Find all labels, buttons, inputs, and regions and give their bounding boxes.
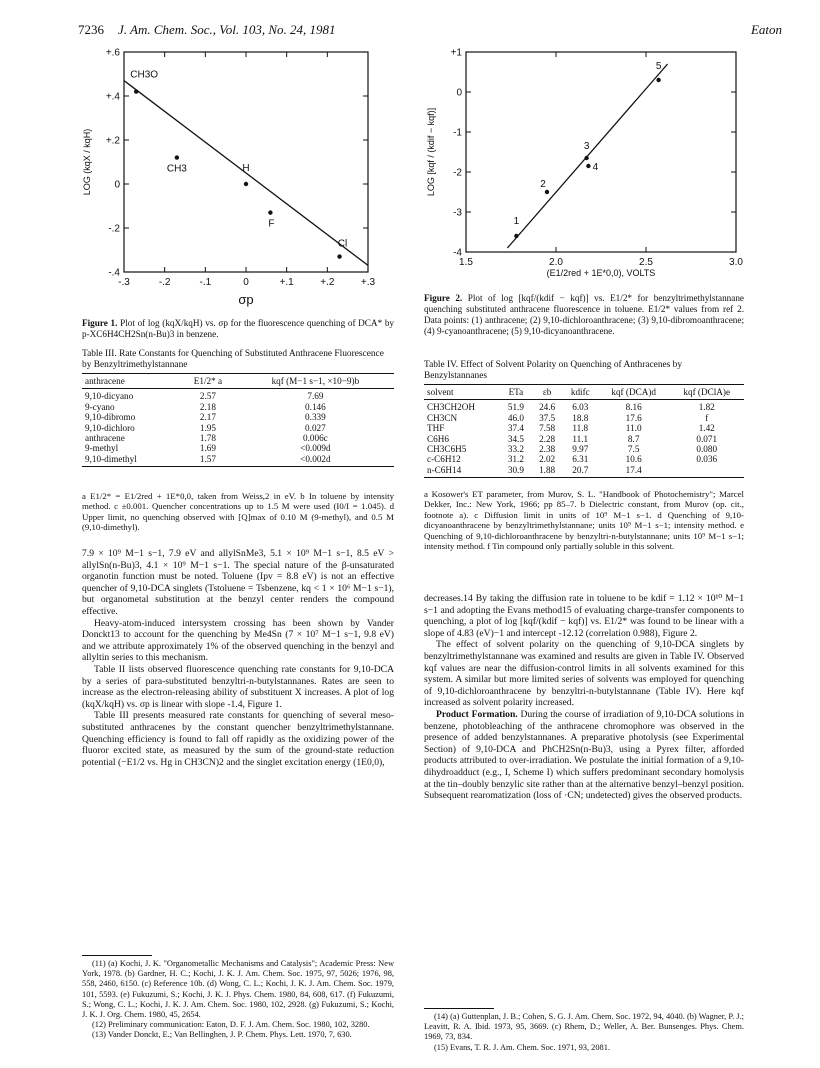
y-tick-label: -3 xyxy=(453,207,462,219)
table-4-cell: 2.38 xyxy=(539,444,556,455)
x-tick-label: 2.0 xyxy=(549,257,563,268)
running-header: J. Am. Chem. Soc., Vol. 103, No. 24, 1981 xyxy=(118,22,336,37)
point-label: 3 xyxy=(583,141,590,152)
y-tick-label: +.2 xyxy=(105,135,120,147)
table-4-cell: 31.2 xyxy=(507,454,524,465)
figure-2-caption-text: Plot of log [kqf/(kdif − kqf)] vs. E1/2* for benzyltrimethylstannane quenching substituted anthracene fluorescence in toluene. E1/2* values from ref 2. Data points: (1) anthracene; (2) 9,10-dichloroanthracene; (3) 9,10-dibromoanthracene; (4) 9-cyanoanthracene; (5) 9,10-dicyanoanthracene. xyxy=(424,293,745,336)
point-label: F xyxy=(268,218,275,230)
table-4-notes: a Kosower's ET parameter, from Murov, S. L. "Handbook of Photochemistry"; Marcel Dekker, Inc.: New York, 1966; pp 85–7. b Dielectric constant, from Murov (op. cit., footnote a). c Diffusion limit in units of 10⁹ M−1 s−1. d Quenching of 9,10-dicyanoanthracene by benzyltrimethylstannane; units 10⁹ M−1 s−1; intensity method. e Quenching of 9,10-dichloroanthracene by benzyltri-n-butylstannane; units 10⁹ M−1 s−1; intensity method. f Tin compound only partially soluble in this solvent. xyxy=(424,489,744,552)
table-4-cell: 17.6 xyxy=(625,412,642,423)
table-3-row xyxy=(82,433,394,443)
table-4-title: Table IV. Effect of Solvent Polarity on Quenching of Anthracenes by Benzylstannanes xyxy=(424,360,683,382)
table-3-cell: anthracene xyxy=(85,433,125,444)
table-4-cell: 51.9 xyxy=(500,400,531,413)
point-label: H xyxy=(242,163,250,174)
x-axis-label: σp xyxy=(238,292,254,307)
table-3 xyxy=(82,373,394,467)
table-4-cell: 10.6 xyxy=(625,454,642,465)
figure-1-caption xyxy=(82,318,394,340)
x-tick-label: 1.5 xyxy=(459,257,473,268)
table-4-cell: 0.080 xyxy=(696,444,718,455)
y-tick-label: 0 xyxy=(456,87,462,99)
table-4-cell: THF xyxy=(427,423,445,434)
data-point xyxy=(586,164,590,168)
table-4-cell: 11.8 xyxy=(572,423,589,434)
table-4-cell: C6H6 xyxy=(427,433,449,444)
table-4-cell: 37.4 xyxy=(507,423,524,434)
table-4-cell: 8.16 xyxy=(598,400,670,413)
figure-1-chart xyxy=(72,46,392,318)
figure-1-caption-text: Plot of log (kqX/kqH) vs. σp for the fluorescence quenching of DCA* by p-XC6H4CH2Sn(n-Bu)3 in benzene. xyxy=(82,318,395,339)
table-4-cell: CH3CH2OH xyxy=(424,400,500,413)
reference-15: (15) Evans, T. R. J. Am. Chem. Soc. 1971, 93, 2081. xyxy=(434,1042,611,1052)
table-4-header: ETa xyxy=(508,387,524,397)
table-4 xyxy=(424,384,744,478)
product-formation-heading: Product Formation. xyxy=(436,708,518,720)
data-point xyxy=(656,78,660,82)
data-point xyxy=(134,89,138,93)
x-tick-label: +.3 xyxy=(360,277,376,288)
table-3-cell: 2.18 xyxy=(199,401,216,412)
table-3-row xyxy=(82,402,394,412)
y-tick-label: -4 xyxy=(453,247,462,259)
y-axis-label: LOG [kqf / (kdif − kqf)] xyxy=(426,107,436,197)
table-3-cell: 0.006c xyxy=(303,433,328,444)
page-number: 7236 xyxy=(78,22,104,37)
table-3-row xyxy=(82,454,394,464)
x-tick-label: 3.0 xyxy=(729,257,743,268)
table-3-cell: 1.78 xyxy=(199,433,216,444)
table-4-header: kqf (DClA)e xyxy=(683,387,731,397)
data-point xyxy=(584,156,588,160)
table-4-cell: 6.03 xyxy=(563,400,598,413)
table-4-header: kdifc xyxy=(570,387,590,397)
data-point xyxy=(244,182,248,186)
table-3-cell: 1.95 xyxy=(199,422,216,433)
y-tick-label: -.4 xyxy=(108,267,120,279)
product-formation-text: During the course of irradiation of 9,10-DCA solutions in benzene, photobleaching of the anthracene chromophore was observed in the presence of added benzylstannanes. A preparative photolysis (see Experimental Section) of 9,10-DCA and PhCH2Sn(n-Bu)3, using a Pyrex filter, afforded products attributed to over-irradiation. We postulate the initial formation of a 9,10-dihydroadduct (e.g., I, Scheme I) which suffers predominant secondary homolysis at the tin–doubly benzylic site rather than at the alternative benzyl–benzyl position. Subsequent rearomatization (loss of ·CN; undetected) gives the observed products. xyxy=(424,708,744,802)
table-4-cell: 33.2 xyxy=(507,444,524,455)
table-4-cell: 1.88 xyxy=(539,464,556,475)
table-3-header: E1/2* a xyxy=(193,376,223,386)
table-3-cell: <0.009d xyxy=(300,443,331,454)
left-paragraph: Heavy-atom-induced intersystem crossing has been shown by Vander Donckt13 to account for the quenching by Me4Sn (7 × 10⁷ M−1 s−1, 9.8 eV) and we attribute approximately 1% of the observed quenching in the benzyl and allyltin series to this mechanism. xyxy=(82,617,394,664)
table-4-cell: 37.5 xyxy=(539,412,556,423)
table-3-header: anthracene xyxy=(85,376,125,386)
table-4-cell: 7.5 xyxy=(627,444,640,455)
y-tick-label: -2 xyxy=(453,167,462,179)
table-4-header: solvent xyxy=(427,387,454,397)
data-point xyxy=(545,190,549,194)
right-body-text xyxy=(424,593,744,802)
x-tick-label: -.3 xyxy=(118,277,130,288)
table-3-cell: 0.146 xyxy=(305,401,326,412)
table-4-cell: 20.7 xyxy=(572,464,589,475)
figure-2-caption-label: Figure 2. xyxy=(424,293,463,303)
y-tick-label: -.2 xyxy=(108,223,120,235)
left-paragraph: Table III presents measured rate constants for quenching of several meso-substituted anthracenes by the constant quencher benzyltrimethylstannane. Quenching efficiency is found to fall off rapidly as the oxidizing power of the fluoror excited state, as measured by the sum of the ground-state reduction potential (−E1/2 vs. Hg in CH3CN)2 and the singlet excitation energy (1E0,0), xyxy=(82,710,394,768)
data-point xyxy=(175,155,179,159)
y-tick-label: +.6 xyxy=(105,47,120,59)
x-tick-label: 2.5 xyxy=(639,257,653,268)
reference-13: (13) Vander Donckt, E.; Van Bellinghen, J. P. Chem. Phys. Lett. 1970, 7, 630. xyxy=(92,1030,352,1040)
table-3-cell: 9,10-dichloro xyxy=(85,422,135,433)
table-3-row xyxy=(82,412,394,422)
table-3-notes: a E1/2* = E1/2red + 1E*0,0, taken from Weiss,2 in eV. b In toluene by intensity method. c ±0.001. Quencher concentrations up to 1.5 M were used (I0/I = 1.045). d Upper limit, no quenching observed with [Q]max of 0.10 M (9-methyl), and 0.5 M (9,10-dimethyl). xyxy=(82,491,394,533)
x-tick-label: -.1 xyxy=(199,277,212,288)
left-body-text xyxy=(82,548,394,768)
y-tick-label: 0 xyxy=(114,179,120,191)
table-4-cell: 17.4 xyxy=(625,464,642,475)
right-paragraph xyxy=(424,709,744,802)
table-3-cell: 0.339 xyxy=(305,412,326,423)
left-paragraph: 7.9 × 10⁹ M−1 s−1, 7.9 eV and allylSnMe3, 5.1 × 10⁹ M−1 s−1, 8.5 eV > allylSn(n-Bu)3, 4.1 × 10⁹ M−1 s−1. The special nature of the β-unsaturated organotin function must be noted. Toluene (Ipv = 8.8 eV) is not an effective quencher of 9,10-DCA singlets (Tstoluene = Tsbenzene, kq < 1 × 10⁶ M−1 s−1), but organometal substitution at the benzyl center renders the compound effective. xyxy=(82,548,394,617)
table-4-cell xyxy=(669,465,744,475)
figure-2-caption xyxy=(424,293,744,337)
reference-14: (14) (a) Guttenplan, J. B.; Cohen, S. G. J. Am. Chem. Soc. 1972, 94, 4040. (b) Wagner, P. J.; Leavitt, R. A. Ibid. 1973, 95, 3669. (c) Rhem, D.; Weller, A. Ber. Bunsenges. Phys. Chem. 1969, 73, 834. xyxy=(424,1012,744,1042)
y-axis-label: LOG (kqX / kqH) xyxy=(82,128,92,196)
point-label: 1 xyxy=(513,216,520,227)
table-4-cell: c-C6H12 xyxy=(427,454,461,465)
x-tick-label: 0 xyxy=(243,277,249,288)
point-label: Cl xyxy=(337,238,348,250)
table-3-cell: 7.69 xyxy=(237,389,394,402)
table-3-cell: 9,10-dimethyl xyxy=(85,453,137,464)
figure-2-chart xyxy=(422,46,752,286)
table-4-cell: CH3C6H5 xyxy=(427,444,467,455)
table-3-cell: <0.002d xyxy=(300,453,331,464)
right-paragraph: decreases.14 By taking the diffusion rate in toluene to be kdif = 1.12 × 10¹⁰ M−1 s−1 and adopting the Evans method15 of evaluating charge-transfer components to quenching, a plot of log [kqf/(kdif − kqf)] vs. E1/2* was found to be linear with a slope of 4.83 (eV)−1 and intercept -12.12 (correlation 0.988), Figure 2. xyxy=(424,593,744,639)
y-tick-label: +1 xyxy=(450,47,462,59)
table-3-row xyxy=(82,443,394,453)
data-point xyxy=(268,210,272,214)
table-3-header: kqf (M−1 s−1, ×10−9)b xyxy=(271,376,360,386)
right-paragraph: The effect of solvent polarity on the quenching of 9,10-DCA singlets by benzyltrimethylstannane was examined and results are given in Table IV. Observed kqf values are near the diffusion-control limits in all solvents examined for this system. A similar but more limited series of solvents was employed for quenching of 9,10-dichloroanthracene by benzyltri-n-butylstannane (Table IV). Here kqf increased as solvent polarity increased. xyxy=(424,639,744,709)
table-4-row xyxy=(424,423,744,433)
table-4-cell: n-C6H14 xyxy=(427,464,462,475)
table-4-cell: 0.071 xyxy=(696,433,718,444)
table-3-cell: 9,10-dicyano xyxy=(82,389,179,402)
table-4-cell: CH3CN xyxy=(427,412,458,423)
table-3-row xyxy=(82,423,394,433)
table-4-cell: 46.0 xyxy=(507,412,524,423)
table-3-cell: 9,10-dibromo xyxy=(85,412,136,423)
plot-frame xyxy=(124,52,368,272)
point-label: 5 xyxy=(655,61,662,72)
table-4-cell: 0.036 xyxy=(696,454,718,465)
point-label: CH3O xyxy=(130,69,159,81)
data-point xyxy=(514,234,518,238)
table-4-row xyxy=(424,454,744,464)
x-tick-label: +.1 xyxy=(279,277,294,288)
reference-12: (12) Preliminary communication: Eaton, D. F. J. Am. Chem. Soc. 1980, 102, 3280. xyxy=(92,1020,370,1030)
table-4-cell: 1.42 xyxy=(698,423,715,434)
table-4-cell: 1.82 xyxy=(669,400,744,413)
plot-frame xyxy=(466,52,736,252)
table-4-row xyxy=(424,465,744,475)
table-3-cell: 1.69 xyxy=(199,443,216,454)
table-4-cell: 7.58 xyxy=(539,423,556,434)
y-tick-label: -1 xyxy=(453,127,462,139)
table-4-row xyxy=(424,444,744,454)
data-point xyxy=(337,254,341,258)
point-label: CH3 xyxy=(166,163,187,175)
figure-1-caption-label: Figure 1. xyxy=(82,318,118,328)
x-tick-label: +.2 xyxy=(320,277,335,288)
table-4-cell: 9.97 xyxy=(572,444,589,455)
right-footnotes xyxy=(424,1008,744,1053)
table-4-header: kqf (DCA)d xyxy=(611,387,656,397)
table-3-cell: 9-cyano xyxy=(85,401,115,412)
table-4-cell: 18.8 xyxy=(572,412,589,423)
table-4-header: εb xyxy=(542,387,552,397)
table-3-cell: 2.17 xyxy=(199,412,216,423)
reference-11: (11) (a) Kochi, J. K. "Organometallic Mechanisms and Catalysis"; Academic Press: New York, 1978. (b) Gardner, H. C.; Kochi, J. K. J. Am. Chem. Soc. 1975, 97, 5026; 1976, 98, 558, 2460, 6150. (c) Reference 10b. (d) Wong, C. L.; Kochi, J. K. J. Am. Chem. Soc. 1979, 101, 5593. (e) Fukuzumi, S.; Kochi, J. K. J. Phys. Chem. 1980, 84, 608, 617. (f) Fukuzumi, S.; Wong, C. L.; Kochi, J. K. J. Am. Chem. Soc. 1980, 102, 2928. (g) Fukuzumi, S.; Kochi, J. K. J. Org. Chem. 1980, 45, 2654. xyxy=(82,959,394,1020)
table-4-cell: 6.31 xyxy=(572,454,589,465)
left-footnotes xyxy=(82,955,394,1041)
table-3-row xyxy=(82,389,394,402)
table-4-cell: f xyxy=(705,412,709,423)
table-3-cell: 1.57 xyxy=(199,453,216,464)
table-4-cell: 11.1 xyxy=(572,433,589,444)
table-4-cell: 11.0 xyxy=(625,423,642,434)
y-tick-label: +.4 xyxy=(105,91,120,103)
table-3-cell: 2.57 xyxy=(179,389,237,402)
table-3-cell: 0.027 xyxy=(305,422,326,433)
left-paragraph: Table II lists observed fluorescence quenching rate constants for 9,10-DCA by a series of para-substituted benzyltri-n-butylstannanes. Rates are seen to increase as the electron-releasing ability of substituent X increases. A plot of log (kqX/kqH) vs. σp is linear with slope -1.4, Figure 1. xyxy=(82,663,394,710)
x-axis-label: (E1/2red + 1E*0,0), VOLTS xyxy=(546,268,656,278)
point-label: 2 xyxy=(540,179,546,190)
table-4-cell: 8.7 xyxy=(627,433,640,444)
running-author: Eaton xyxy=(750,22,782,37)
table-4-cell: 34.5 xyxy=(507,433,524,444)
point-label: 4 xyxy=(592,162,599,173)
table-4-cell: 24.6 xyxy=(532,400,563,413)
table-3-title: Table III. Rate Constants for Quenching of Substituted Anthracene Fluorescence by Benzyltrimethylstannane xyxy=(82,349,384,371)
table-4-row xyxy=(424,434,744,444)
table-4-cell: 2.28 xyxy=(539,433,556,444)
table-4-row xyxy=(424,413,744,423)
x-tick-label: -.2 xyxy=(158,277,171,288)
table-4-cell: 30.9 xyxy=(507,464,524,475)
table-4-row xyxy=(424,400,744,413)
table-4-cell: 2.02 xyxy=(539,454,556,465)
table-3-cell: 9-methyl xyxy=(85,443,119,454)
